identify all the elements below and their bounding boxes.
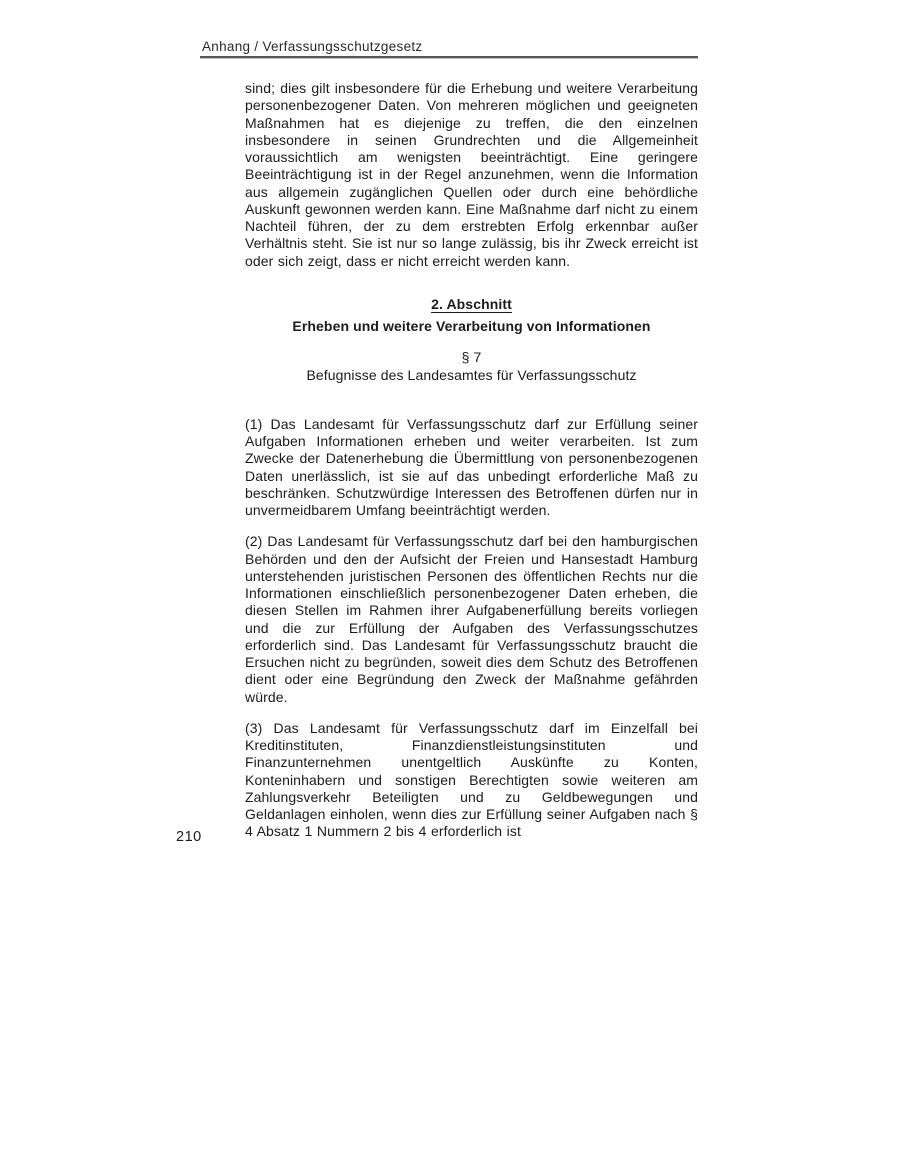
paragraph-3: (3) Das Landesamt für Verfassungsschutz darf im Einzelfall bei Kreditinstituten, Finanzdienstleistungsinstituten und Finanzunternehmen unentgeltlich Auskünfte zu Konten, Konteninhabern und sonstigen Berechtigten sowie weiteren am Zahlungsverkehr Beteiligten und zu Geldbewegungen und Geldanlagen einholen, wenn dies zur Erfüllung seiner Aufgaben nach § 4 Absatz 1 Nummern 2 bis 4 erforderlich ist [245,719,698,840]
intro-paragraph: sind; dies gilt insbesondere für die Erhebung und weitere Verarbeitung personenbezogener Daten. Von mehreren möglichen und geeigneten Maßnahmen hat es diejenige zu treffen, die den einzelnen insbesondere in seinen Grundrechten und die Allgemeinheit voraussichtlich am wenigsten beeinträchtigt. Eine geringere Beeinträchtigung ist in der Regel anzunehmen, wenn die Information aus allgemein zugänglichen Quellen oder durch eine behördliche Auskunft gewonnen werden kann. Eine Maßnahme darf nicht zu einem Nachteil führen, der zu dem erstrebten Erfolg erkennbar außer Verhältnis steht. Sie ist nur so lange zulässig, bis ihr Zweck erreicht ist oder sich zeigt, dass er nicht erreicht werden kann. [245,80,698,269]
statute-title: Befugnisse des Landesamtes für Verfassungsschutz [306,366,637,383]
paragraph-2: (2) Das Landesamt für Verfassungsschutz darf bei den hamburgischen Behörden und den der Aufsicht der Freien und Hansestadt Hamburg unterstehenden juristischen Personen des öffentlichen Rechts nur die Informationen einschließlich personenbezogener Daten erheben, die diesen Stellen im Rahmen ihrer Aufgabenerfüllung bereits vorliegen und die zur Erfüllung der Aufgaben des Verfassungsschutzes erforderlich sind. Das Landesamt für Verfassungsschutz braucht die Ersuchen nicht zu begründen, soweit dies dem Schutz des Betroffenen dient oder eine Begründung den Zweck der Maßnahme gefährden würde. [245,533,698,705]
section-title: Erheben und weitere Verarbeitung von Informationen [292,318,651,334]
statute-number: § 7 [461,349,482,366]
section-heading: 2. Abschnitt [431,295,512,312]
document-body [245,80,698,841]
section-heading-block [245,296,698,384]
header-rule [200,56,698,59]
page-number: 210 [176,829,202,845]
running-header: Anhang / Verfassungsschutzgesetz [202,39,423,54]
paragraph-1: (1) Das Landesamt für Verfassungsschutz darf zur Erfüllung seiner Aufgaben Informationen erheben und weiter verarbeiten. Ist zum Zwecke der Datenerhebung die Übermittlung von personenbezogenen Daten unerlässlich, ist sie auf das unbedingt erforderliche Maß zu beschränken. Schutzwürdige Interessen des Betroffenen dürfen nur in unvermeidbarem Umfang beeinträchtigt werden. [245,415,698,518]
